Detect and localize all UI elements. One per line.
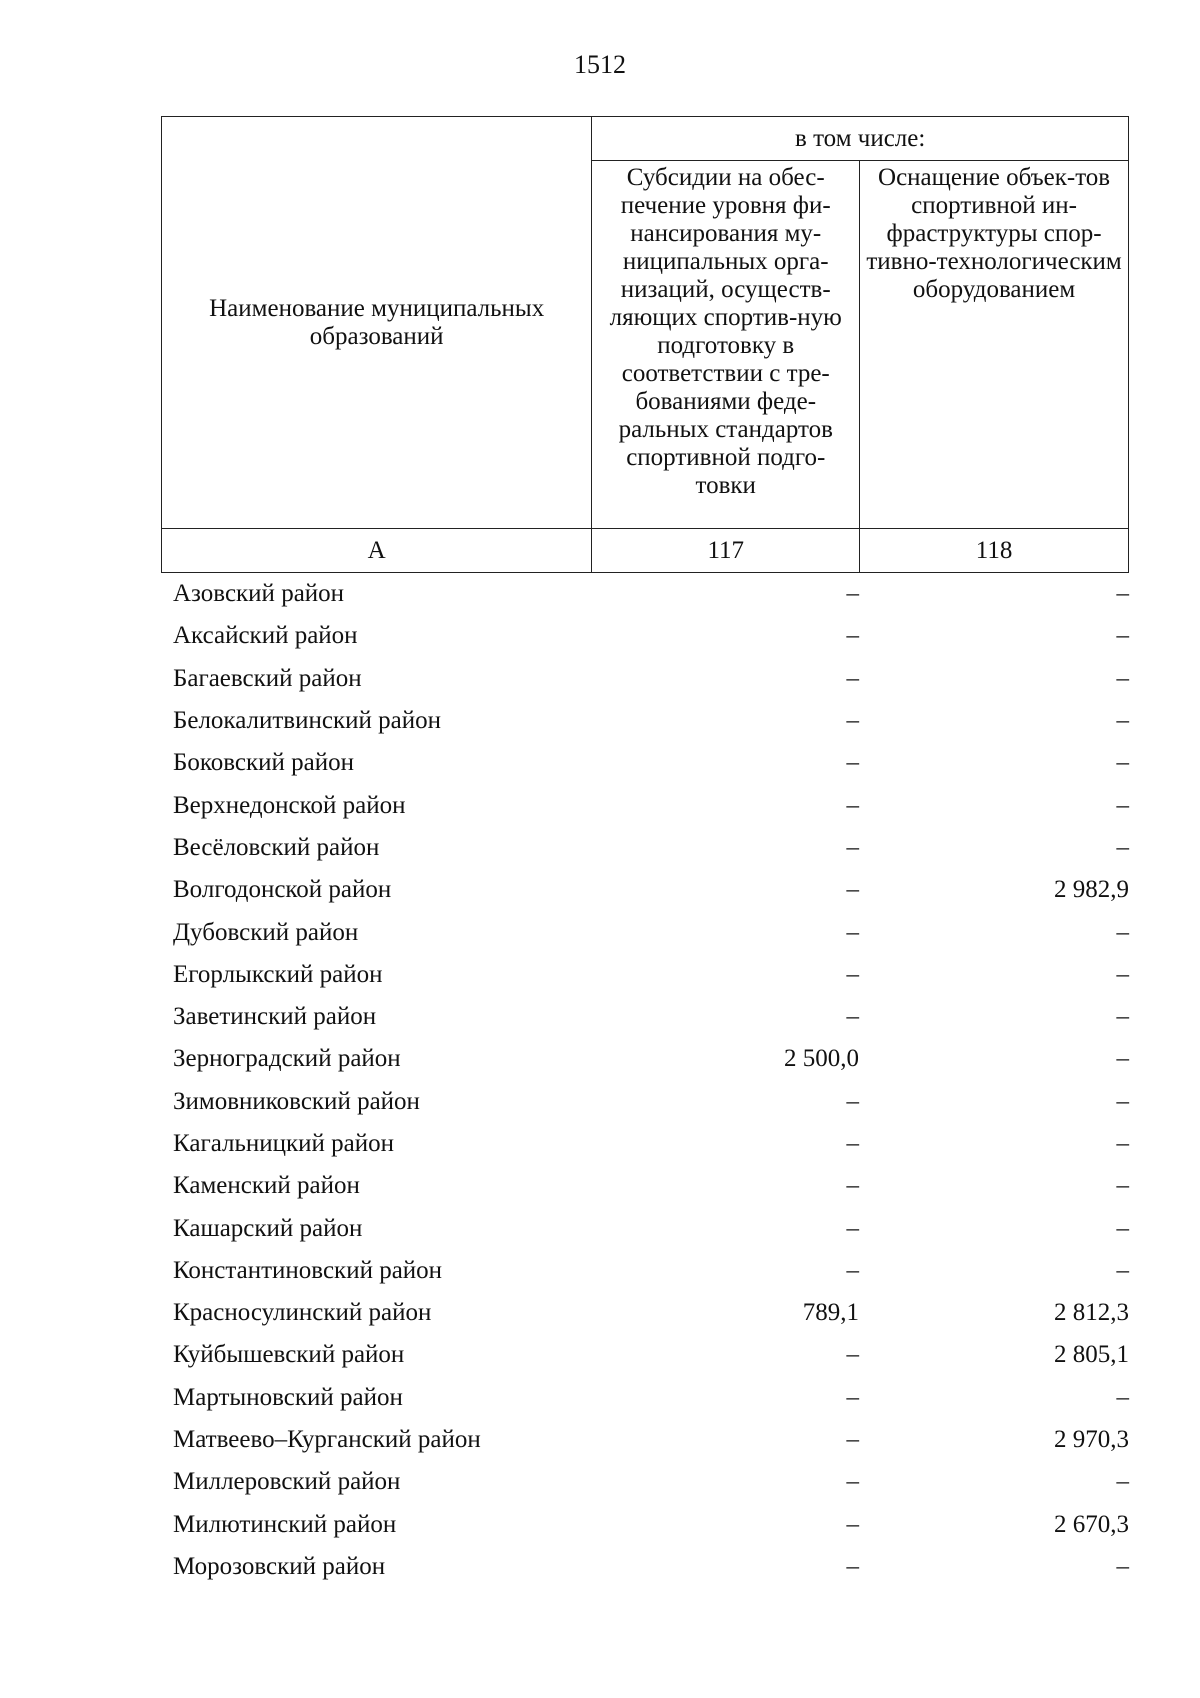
header-col-117: Субсидии на обес-печение уровня фи-нансирования му-ниципальных орга-низаций, осуществ-ляющих спортив-ную подготовку в соответствии с тре-бованиями феде-ральных стандартов спортивной подго-товки xyxy=(592,161,860,529)
table-row xyxy=(161,996,1129,1038)
row-name: Белокалитвинский район xyxy=(173,707,441,735)
row-value-117: – xyxy=(846,791,859,819)
row-value-118: – xyxy=(1116,1552,1129,1580)
table-row xyxy=(161,573,1129,615)
row-name: Азовский район xyxy=(173,580,345,608)
row-name: Красносулинский район xyxy=(173,1299,432,1327)
row-value-118: 2 982,9 xyxy=(1054,876,1129,904)
table-row xyxy=(161,1546,1129,1588)
row-value-117: – xyxy=(846,1383,859,1411)
row-value-118: – xyxy=(1116,1045,1129,1073)
page-number: 1512 xyxy=(574,50,626,79)
header-index-118: 118 xyxy=(860,529,1129,573)
table-row xyxy=(161,1334,1129,1376)
row-value-118: – xyxy=(1116,1130,1129,1157)
header-index-a: А xyxy=(162,529,592,573)
row-value-117: – xyxy=(846,1172,859,1200)
row-value-118: – xyxy=(1116,749,1129,777)
table-row xyxy=(161,784,1129,826)
row-value-117: – xyxy=(846,876,859,904)
table-row xyxy=(161,700,1129,742)
row-value-117: – xyxy=(846,1426,859,1454)
row-value-118: – xyxy=(1116,707,1129,735)
table-row xyxy=(161,1461,1129,1503)
row-name: Багаевский район xyxy=(173,664,362,692)
table-body xyxy=(161,573,1129,1588)
row-value-117: – xyxy=(846,1552,859,1580)
table-row xyxy=(161,1081,1129,1123)
table-row xyxy=(161,827,1129,869)
table-row xyxy=(161,1377,1129,1419)
row-name: Милютинский район xyxy=(173,1510,397,1538)
table-row xyxy=(161,1038,1129,1080)
row-value-117: 789,1 xyxy=(802,1299,859,1327)
row-value-118: – xyxy=(1116,833,1129,861)
table-row xyxy=(161,954,1129,996)
row-name: Весёловский район xyxy=(173,833,380,861)
row-value-118: – xyxy=(1116,1003,1129,1031)
row-value-117: – xyxy=(846,749,859,777)
row-name: Зимовниковский район xyxy=(173,1087,420,1115)
row-name: Куйбышевский район xyxy=(173,1341,405,1369)
table-header xyxy=(161,116,1129,573)
row-name: Зерноградский район xyxy=(173,1045,401,1073)
row-value-118: – xyxy=(1116,1172,1129,1200)
header-col-118: Оснащение объек-тов спортивной ин-фраструктуры спор-тивно-технологическим оборудованием xyxy=(860,161,1129,529)
row-value-118: – xyxy=(1116,664,1129,692)
row-value-118: – xyxy=(1116,791,1129,819)
row-value-117: – xyxy=(846,833,859,861)
row-value-117: – xyxy=(846,1468,859,1496)
table-row xyxy=(161,1123,1129,1165)
row-name: Константиновский район xyxy=(173,1256,443,1284)
row-value-118: 2 970,3 xyxy=(1054,1426,1129,1454)
row-name: Заветинский район xyxy=(173,1003,377,1031)
row-value-118: – xyxy=(1116,1383,1129,1411)
row-value-117: – xyxy=(846,1510,859,1538)
row-value-118: 2 812,3 xyxy=(1054,1299,1129,1327)
table-row xyxy=(161,615,1129,657)
row-value-117: – xyxy=(846,1087,859,1115)
row-value-117: – xyxy=(846,622,859,650)
row-value-118: – xyxy=(1116,918,1129,946)
header-index-117: 117 xyxy=(592,529,860,573)
row-name: Кагальницкий район xyxy=(173,1130,395,1157)
row-value-118: – xyxy=(1116,960,1129,988)
table-row xyxy=(161,1504,1129,1546)
row-name: Морозовский район xyxy=(173,1552,386,1580)
row-value-118: 2 805,1 xyxy=(1054,1341,1129,1369)
row-value-117: – xyxy=(846,1003,859,1031)
table-row xyxy=(161,1419,1129,1461)
row-name: Волгодонской район xyxy=(173,876,392,904)
row-value-118: 2 670,3 xyxy=(1054,1510,1129,1538)
row-value-117: – xyxy=(846,580,859,608)
row-name: Мартыновский район xyxy=(173,1383,403,1411)
row-value-118: – xyxy=(1116,622,1129,650)
table-row xyxy=(161,911,1129,953)
row-value-118: – xyxy=(1116,1256,1129,1284)
row-value-118: – xyxy=(1116,1214,1129,1242)
row-name: Миллеровский район xyxy=(173,1468,401,1496)
table-row xyxy=(161,1207,1129,1249)
row-name: Кашарский район xyxy=(173,1214,363,1242)
table-row xyxy=(161,869,1129,911)
row-value-117: – xyxy=(846,664,859,692)
row-name: Каменский район xyxy=(173,1172,360,1200)
row-name: Верхнедонской район xyxy=(173,791,406,819)
row-name: Боковский район xyxy=(173,749,354,777)
row-value-117: – xyxy=(846,1130,859,1157)
row-value-117: – xyxy=(846,960,859,988)
row-value-117: – xyxy=(846,1256,859,1284)
row-value-117: – xyxy=(846,1341,859,1369)
row-value-118: – xyxy=(1116,1087,1129,1115)
header-including-group: в том числе: xyxy=(592,117,1129,161)
row-value-117: – xyxy=(846,1214,859,1242)
row-name: Дубовский район xyxy=(173,918,359,946)
table-row xyxy=(161,1292,1129,1334)
header-municipality-name: Наименование муниципальных образований xyxy=(162,117,592,529)
row-value-117: 2 500,0 xyxy=(784,1045,859,1073)
row-value-117: – xyxy=(846,707,859,735)
row-value-118: – xyxy=(1116,1468,1129,1496)
row-value-118: – xyxy=(1116,580,1129,608)
table-row xyxy=(161,742,1129,784)
row-name: Матвеево–Курганский район xyxy=(173,1426,481,1454)
row-name: Егорлыкский район xyxy=(173,960,383,988)
table-row xyxy=(161,1165,1129,1207)
row-name: Аксайский район xyxy=(173,622,358,650)
table-row xyxy=(161,658,1129,700)
row-value-117: – xyxy=(846,918,859,946)
table-row xyxy=(161,1250,1129,1292)
